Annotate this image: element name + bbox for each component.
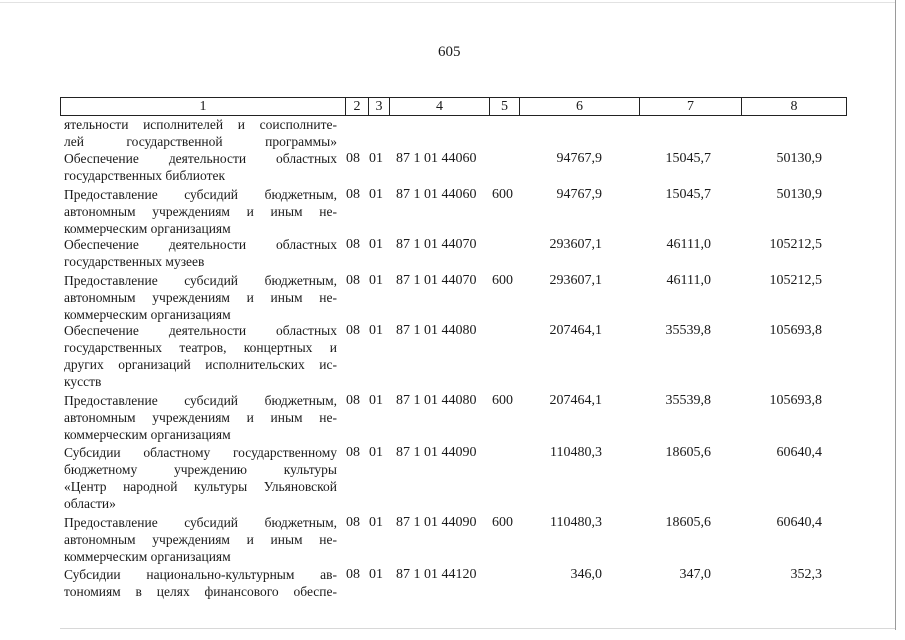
description-line: «Центр народной культуры Ульяновской bbox=[64, 479, 337, 494]
subchapter-code: 01 bbox=[369, 151, 383, 166]
subchapter-code: 01 bbox=[369, 323, 383, 338]
amount-col-7: 35539,8 bbox=[665, 323, 711, 338]
header-col-7: 7 bbox=[640, 98, 742, 115]
header-col-2: 2 bbox=[346, 98, 369, 115]
chapter-code: 08 bbox=[346, 187, 360, 202]
header-col-3: 3 bbox=[369, 98, 390, 115]
row-description bbox=[64, 272, 337, 323]
amount-col-8: 50130,9 bbox=[776, 151, 822, 166]
chapter-code: 08 bbox=[346, 567, 360, 582]
amount-col-8: 50130,9 bbox=[776, 187, 822, 202]
description-line: Предоставление субсидий бюджетным, bbox=[64, 187, 337, 202]
description-line: ятельности исполнителей и соисполните- bbox=[64, 117, 337, 132]
expense-type-code: 600 bbox=[492, 393, 513, 408]
row-description bbox=[64, 392, 337, 443]
expense-type-code: 600 bbox=[492, 515, 513, 530]
amount-col-7: 46111,0 bbox=[666, 273, 711, 288]
header-col-8: 8 bbox=[790, 99, 798, 114]
amount-col-7: 15045,7 bbox=[665, 187, 711, 202]
description-line: автономным учреждениям и иным не- bbox=[64, 532, 337, 547]
expense-type-code: 600 bbox=[492, 187, 513, 202]
description-line: Обеспечение деятельности областных bbox=[64, 151, 337, 166]
target-article-code: 87 1 01 44060 bbox=[396, 151, 477, 166]
chapter-code: 08 bbox=[346, 323, 360, 338]
header-col-5: 5 bbox=[490, 98, 520, 115]
target-article-code: 87 1 01 44070 bbox=[396, 273, 477, 288]
subchapter-code: 01 bbox=[369, 393, 383, 408]
amount-col-6: 293607,1 bbox=[549, 273, 602, 288]
description-line: коммерческим организациям bbox=[64, 427, 231, 442]
expense-type-code: 600 bbox=[492, 273, 513, 288]
target-article-code: 87 1 01 44120 bbox=[396, 567, 477, 582]
target-article-code: 87 1 01 44080 bbox=[396, 323, 477, 338]
description-line: Предоставление субсидий бюджетным, bbox=[64, 273, 337, 288]
row-description bbox=[64, 116, 337, 150]
page-number: 605 bbox=[438, 44, 461, 60]
subchapter-code: 01 bbox=[369, 237, 383, 252]
description-line: Обеспечение деятельности областных bbox=[64, 237, 337, 252]
subchapter-code: 01 bbox=[369, 515, 383, 530]
chapter-code: 08 bbox=[346, 445, 360, 460]
row-description bbox=[64, 514, 337, 565]
description-line: тономиям в целях финансового обеспе- bbox=[64, 584, 337, 599]
description-line: государственных музеев bbox=[64, 254, 205, 269]
subchapter-code: 01 bbox=[369, 187, 383, 202]
row-description bbox=[64, 444, 337, 512]
header-col-6: 6 bbox=[520, 98, 640, 115]
description-line: бюджетному учреждению культуры bbox=[64, 462, 337, 477]
description-line: Обеспечение деятельности областных bbox=[64, 323, 337, 338]
amount-col-7: 35539,8 bbox=[665, 393, 711, 408]
amount-col-7: 18605,6 bbox=[665, 445, 711, 460]
amount-col-6: 346,0 bbox=[570, 567, 602, 582]
description-line: кусств bbox=[64, 374, 102, 389]
description-line: коммерческим организациям bbox=[64, 221, 231, 236]
amount-col-7: 347,0 bbox=[679, 567, 711, 582]
amount-col-6: 207464,1 bbox=[549, 323, 602, 338]
chapter-code: 08 bbox=[346, 393, 360, 408]
subchapter-code: 01 bbox=[369, 445, 383, 460]
description-line: автономным учреждениям и иным не- bbox=[64, 410, 337, 425]
description-line: Предоставление субсидий бюджетным, bbox=[64, 515, 337, 530]
amount-col-6: 94767,9 bbox=[556, 187, 602, 202]
amount-col-6: 110480,3 bbox=[550, 445, 602, 460]
description-line: государственных театров, концертных и bbox=[64, 340, 337, 355]
amount-col-8: 105212,5 bbox=[769, 237, 822, 252]
row-description bbox=[64, 186, 337, 237]
description-line: области» bbox=[64, 496, 116, 511]
target-article-code: 87 1 01 44070 bbox=[396, 237, 477, 252]
amount-col-7: 18605,6 bbox=[665, 515, 711, 530]
row-description bbox=[64, 150, 337, 184]
amount-col-6: 94767,9 bbox=[556, 151, 602, 166]
header-col-4: 4 bbox=[390, 98, 490, 115]
header-col-1: 1 bbox=[61, 98, 346, 115]
chapter-code: 08 bbox=[346, 515, 360, 530]
description-line: лей государственной программы» bbox=[64, 134, 337, 149]
amount-col-8: 352,3 bbox=[790, 567, 822, 582]
subchapter-code: 01 bbox=[369, 567, 383, 582]
chapter-code: 08 bbox=[346, 273, 360, 288]
amount-col-8: 105212,5 bbox=[769, 273, 822, 288]
subchapter-code: 01 bbox=[369, 273, 383, 288]
target-article-code: 87 1 01 44090 bbox=[396, 445, 477, 460]
amount-col-6: 293607,1 bbox=[549, 237, 602, 252]
description-line: Субсидии областному государственному bbox=[64, 445, 337, 460]
amount-col-7: 15045,7 bbox=[665, 151, 711, 166]
description-line: других организаций исполнительских ис- bbox=[64, 357, 337, 372]
target-article-code: 87 1 01 44090 bbox=[396, 515, 477, 530]
description-line: государственных библиотек bbox=[64, 168, 226, 183]
amount-col-8: 60640,4 bbox=[776, 445, 822, 460]
row-description bbox=[64, 236, 337, 270]
chapter-code: 08 bbox=[346, 237, 360, 252]
row-description bbox=[64, 566, 337, 600]
target-article-code: 87 1 01 44080 bbox=[396, 393, 477, 408]
amount-col-8: 105693,8 bbox=[769, 323, 822, 338]
description-line: коммерческим организациям bbox=[64, 307, 231, 322]
description-line: автономным учреждениям и иным не- bbox=[64, 204, 337, 219]
target-article-code: 87 1 01 44060 bbox=[396, 187, 477, 202]
amount-col-8: 60640,4 bbox=[776, 515, 822, 530]
description-line: Субсидии национально-культурным ав- bbox=[64, 567, 337, 582]
row-description bbox=[64, 322, 337, 390]
chapter-code: 08 bbox=[346, 151, 360, 166]
amount-col-7: 46111,0 bbox=[666, 237, 711, 252]
description-line: коммерческим организациям bbox=[64, 549, 231, 564]
amount-col-6: 110480,3 bbox=[550, 515, 602, 530]
amount-col-6: 207464,1 bbox=[549, 393, 602, 408]
description-line: автономным учреждениям и иным не- bbox=[64, 290, 337, 305]
description-line: Предоставление субсидий бюджетным, bbox=[64, 393, 337, 408]
amount-col-8: 105693,8 bbox=[769, 393, 822, 408]
